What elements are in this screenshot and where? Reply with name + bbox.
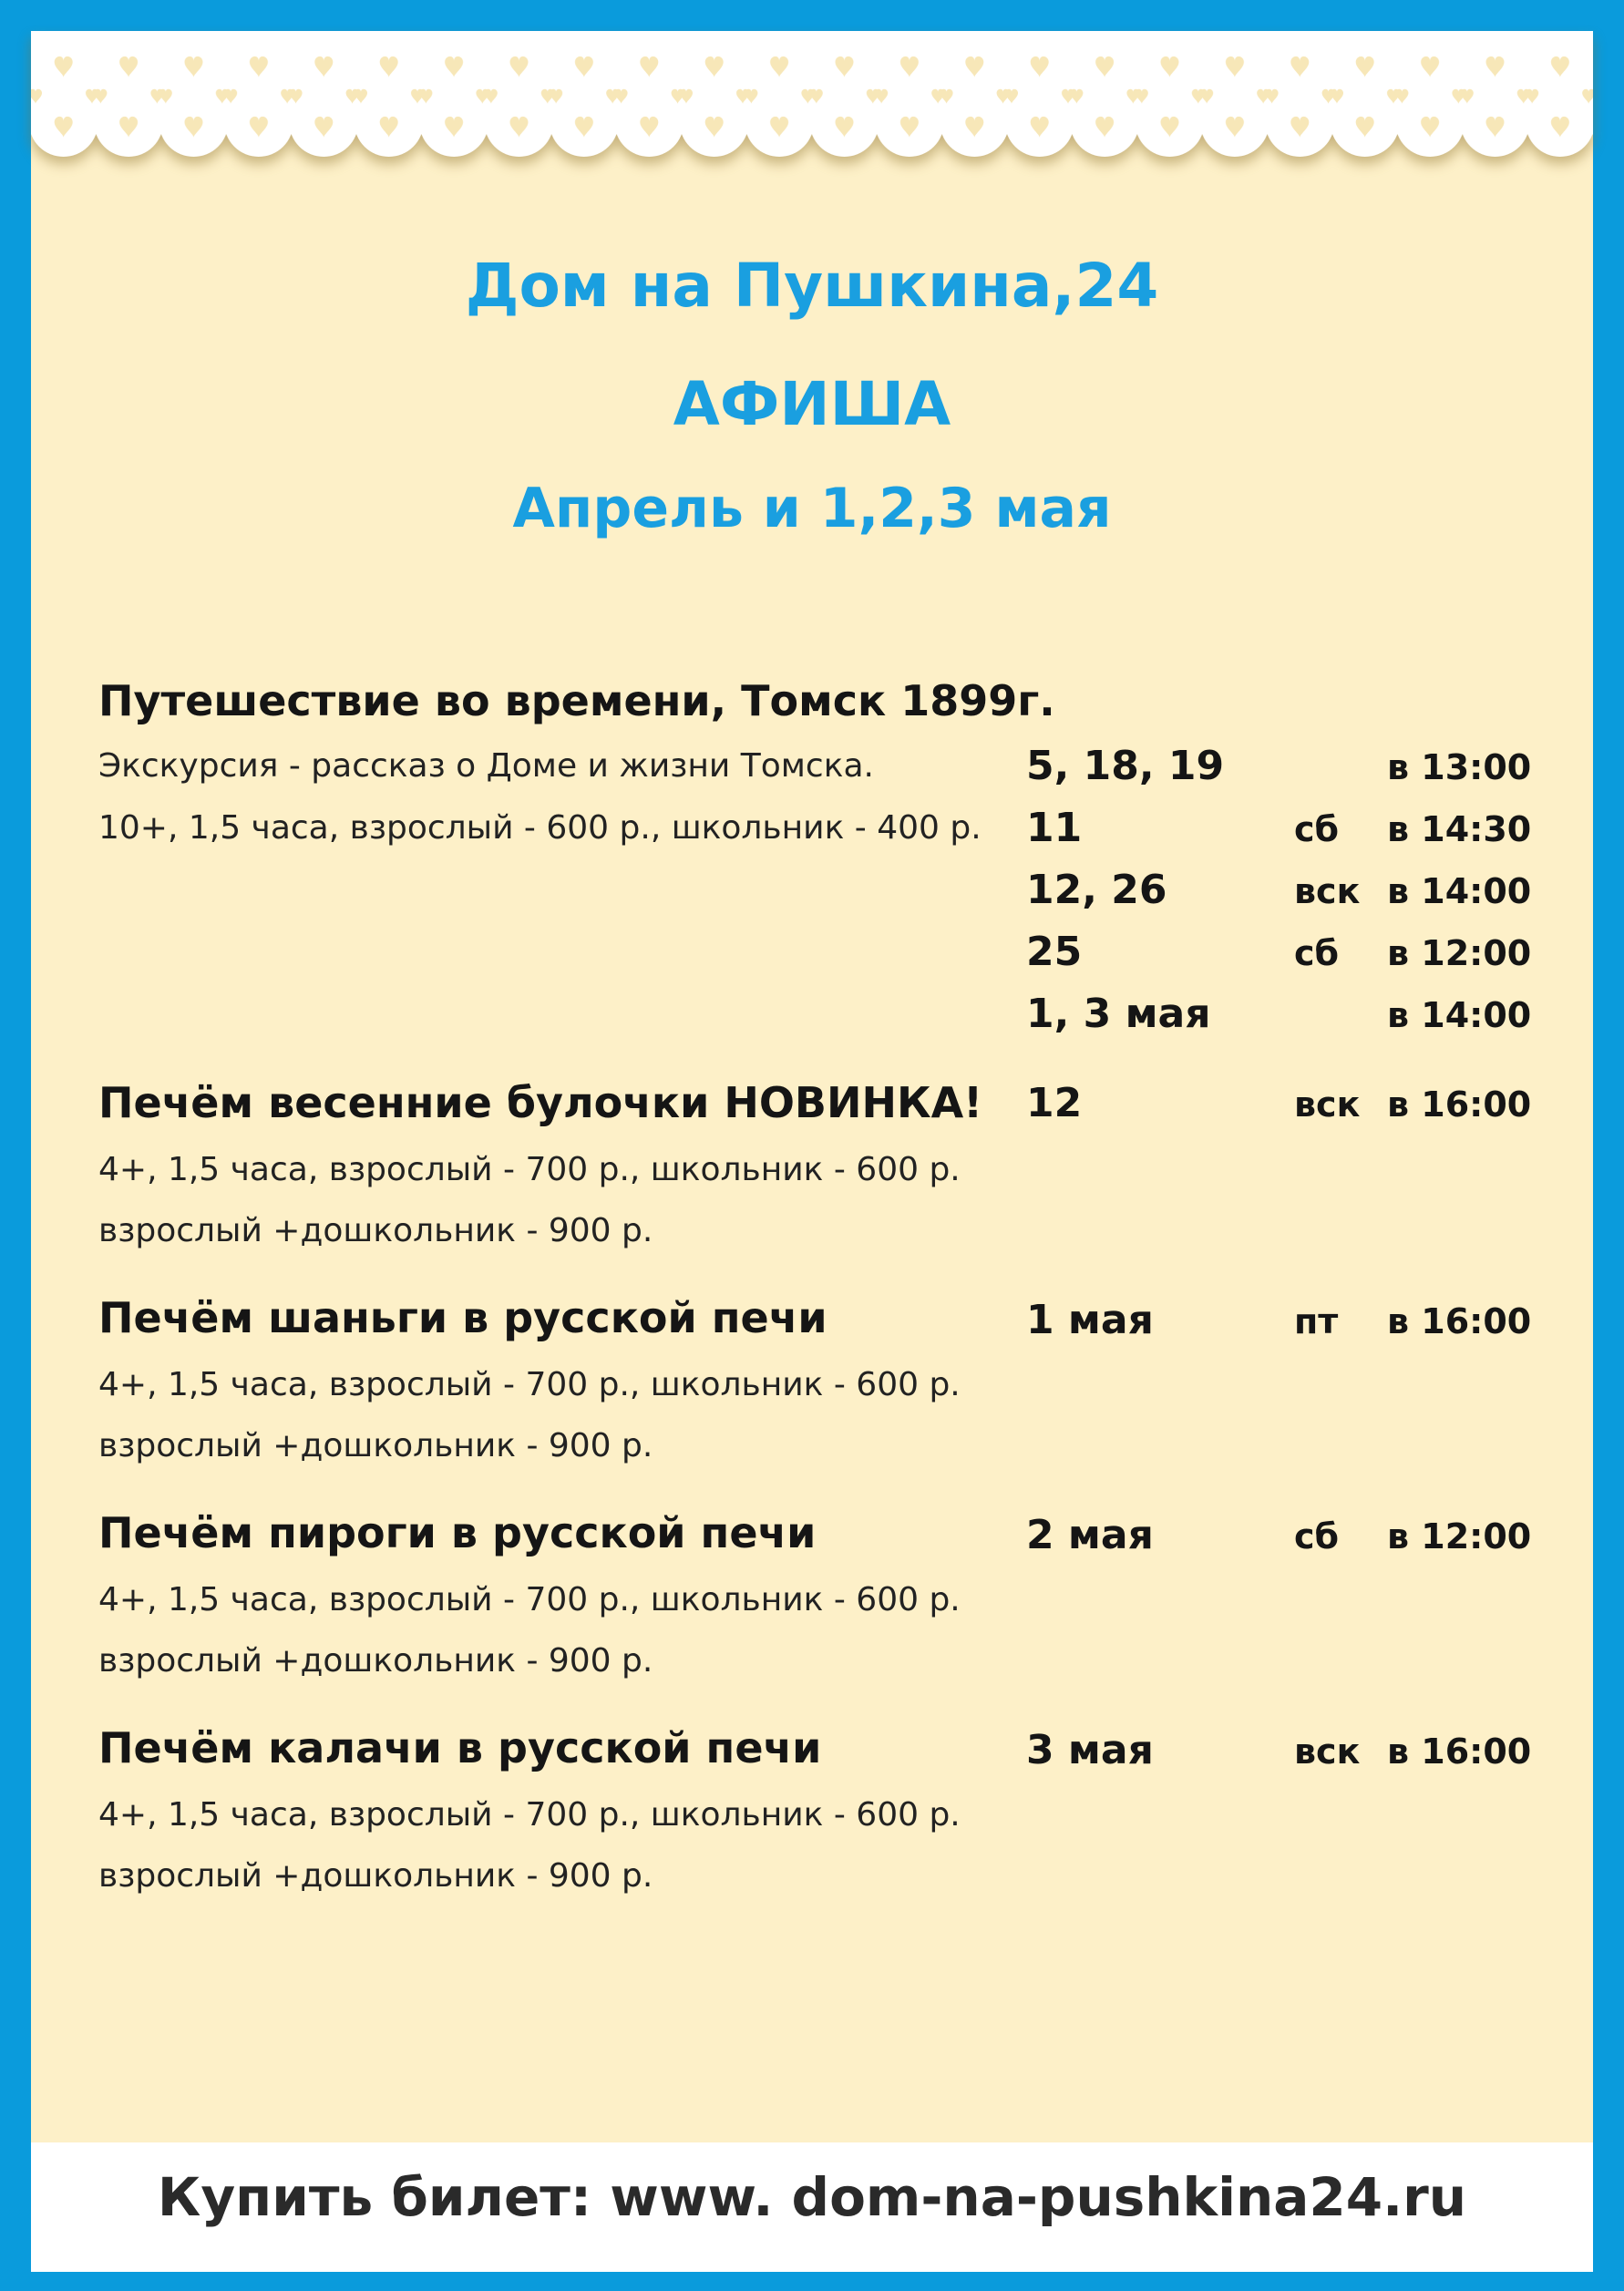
event-price: 4+, 1,5 часа, взрослый - 700 р., школьник - 600 р. (98, 1796, 961, 1834)
schedule-day: вск (1294, 1731, 1361, 1772)
event-title: Печём калачи в русской печи (98, 1723, 822, 1772)
footer-bar (31, 2142, 1593, 2272)
schedule-date: 2 мая (1026, 1512, 1154, 1558)
event-title: Путешествие во времени, Томск 1899г. (98, 676, 1055, 725)
event-price: 4+, 1,5 часа, взрослый - 700 р., школьник - 600 р. (98, 1581, 961, 1618)
event-price-family: взрослый +дошкольник - 900 р. (98, 1427, 653, 1464)
venue-title: Дом на Пушкина,24 (465, 251, 1159, 321)
event-price-family: взрослый +дошкольник - 900 р. (98, 1212, 653, 1249)
schedule-date: 3 мая (1026, 1727, 1154, 1773)
schedule-date: 5, 18, 19 (1026, 743, 1225, 789)
schedule-day: сб (1294, 809, 1340, 849)
poster-panel (31, 31, 1593, 2229)
event-title: Печём шаньги в русской печи (98, 1293, 827, 1342)
event-price: 4+, 1,5 часа, взрослый - 700 р., школьник - 600 р. (98, 1151, 961, 1188)
schedule-time: в 14:00 (1387, 995, 1532, 1035)
event-price: 4+, 1,5 часа, взрослый - 700 р., школьник - 600 р. (98, 1366, 961, 1403)
event-title: Печём весенние булочки НОВИНКА! (98, 1078, 983, 1127)
schedule-time: в 16:00 (1387, 1731, 1532, 1772)
schedule-date: 25 (1026, 929, 1083, 975)
schedule-time: в 14:30 (1387, 809, 1532, 849)
ticket-link[interactable]: Купить билет: www. dom-na-pushkina24.ru (157, 2166, 1467, 2228)
schedule-date: 12 (1026, 1080, 1083, 1126)
event-price: 10+, 1,5 часа, взрослый - 600 р., школьник - 400 р. (98, 809, 982, 847)
schedule-date: 1, 3 мая (1026, 991, 1211, 1037)
schedule-day: сб (1294, 1516, 1340, 1556)
schedule-day: вск (1294, 1084, 1361, 1125)
schedule-time: в 14:00 (1387, 871, 1532, 911)
event-title: Печём пироги в русской печи (98, 1508, 817, 1557)
schedule-day: сб (1294, 933, 1340, 973)
event-price-family: взрослый +дошкольник - 900 р. (98, 1857, 653, 1895)
schedule-day: вск (1294, 871, 1361, 911)
lace-border-decoration (31, 31, 1593, 166)
schedule-time: в 12:00 (1387, 933, 1532, 973)
period-subtitle: Апрель и 1,2,3 мая (512, 477, 1112, 540)
schedule-time: в 16:00 (1387, 1084, 1532, 1125)
schedule-time: в 16:00 (1387, 1301, 1532, 1341)
event-description: Экскурсия - рассказ о Доме и жизни Томска. (98, 747, 874, 785)
poster-title: АФИША (673, 369, 951, 439)
schedule-day: пт (1294, 1301, 1339, 1341)
schedule-time: в 12:00 (1387, 1516, 1532, 1556)
schedule-date: 11 (1026, 805, 1083, 851)
schedule-time: в 13:00 (1387, 747, 1532, 787)
event-price-family: взрослый +дошкольник - 900 р. (98, 1642, 653, 1680)
schedule-date: 12, 26 (1026, 867, 1167, 913)
schedule-date: 1 мая (1026, 1297, 1154, 1343)
